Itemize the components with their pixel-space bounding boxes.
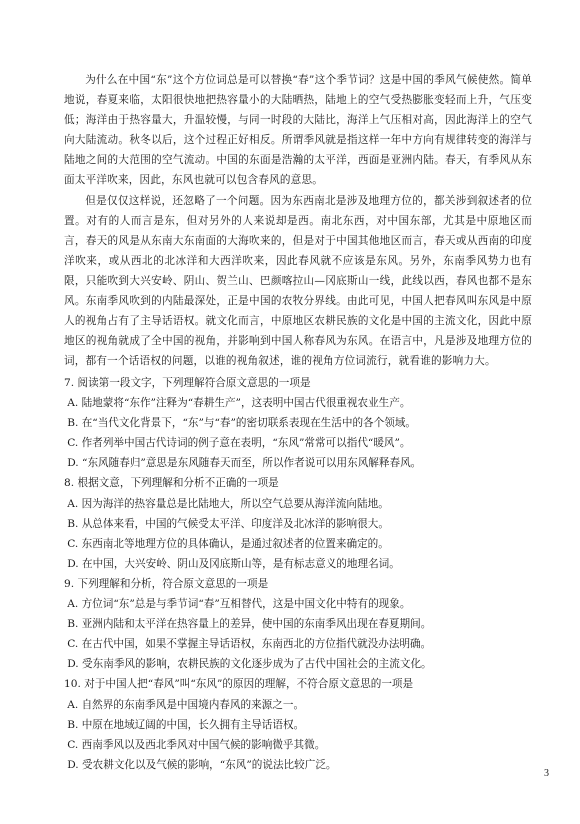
question-9 xyxy=(64,574,532,674)
option-b: B. 从总体来看，中国的气候受太平洋、印度洋及北冰洋的影响很大。 xyxy=(67,517,389,530)
option-a: A. 自然界的东南季风是中国境内春风的来源之一。 xyxy=(67,698,305,711)
option-c: C. 作者列举中国古代诗词的例子意在表明，“东风”常常可以指代“暖风”。 xyxy=(67,437,411,450)
passage-paragraph-2: 但是仅仅这样说，还忽略了一个问题。因为东西南北是涉及地理方位的，都关涉到叙述者的位置。对有的人而言是东，但对另外的人来说却是西。南北东西，对中国东部，尤其是中原地区而言，春天的风是从东南大东南面的大海吹来的，但是对于中国其他地区而言，春天或从西南的印度洋吹来，或从西北的北冰洋和大西洋吹来，因此春风就不应该是东风。另外，东南季风势力也有限，只能吹到大兴安岭、阴山、贺兰山、巴颜喀拉山—冈底斯山一线，此线以西，春风也都不是东风。东南季风吹到的内陆最深处，正是中国的农牧分界线。由此可见，中国人把春风叫东风是中原人的视角占有了主导话语权。就文化而言，中原地区农耕民族的文化是中国的主流文化，因此中原地区的视角就成了全中国的视角，并影响到中国人称春风为东风。在语言中，凡是涉及地理方位的词，都有一个话语权的问题，以谁的视角叙述，谁的视角方位词流行，就看谁的影响力大。 xyxy=(64,194,532,368)
page-number: 3 xyxy=(544,768,549,779)
option-d: D. 受东南季风的影响，农耕民族的文化逐步成为了古代中国社会的主流文化。 xyxy=(67,658,432,671)
question-7 xyxy=(64,373,532,473)
question-8 xyxy=(64,473,532,573)
option-b: B. 亚洲内陆和太平洋在热容量上的差异，使中国的东南季风出现在春夏期间。 xyxy=(67,618,432,631)
option-a: A. 因为海洋的热容量总是比陆地大，所以空气总要从海洋流向陆地。 xyxy=(67,497,389,510)
reading-passage xyxy=(64,70,532,371)
question-10 xyxy=(64,674,532,774)
question-stem: 9. 下列理解和分析，符合原文意思的一项是 xyxy=(64,577,269,590)
option-b: B. 中原在地域辽阔的中国，长久拥有主导话语权。 xyxy=(67,718,305,731)
option-a: A. 陆地蒙将“东作”注释为“春耕生产”，这表明中国古代很重视农业生产。 xyxy=(67,397,411,410)
option-b: B. 在“当代文化背景下，“东”与“春”的密切联系表现在生活中的各个领域。 xyxy=(67,417,417,430)
option-d: D. “东风随春归”意思是东风随春天而至，所以作者说可以用东风解释春风。 xyxy=(67,457,422,470)
option-a: A. 方位词“东”总是与季节词“春”互相替代，这是中国文化中特有的现象。 xyxy=(67,598,411,611)
passage-paragraph-1: 为什么在中国“东”这个方位词总是可以替换“春”这个季节词？这是中国的季风气候使然。简单地说，春夏来临，太阳很快地把热容量小的大陆晒热，陆地上的空气受热膨胀变轻而上升，气压变低；海洋由于热容量大，升温较慢，与同一时段的大陆比，海洋上气压相对高，因此海洋上的空气向大陆流动。秋冬以后，这个过程正好相反。所谓季风就是指这样一年中方向有规律转变的海洋与陆地之间的大范围的空气流动。中国的东面是浩瀚的太平洋，西面是亚洲内陆。春天，有季风从东面太平洋吹来，因此，东风也就可以包含春风的意思。 xyxy=(64,74,532,187)
option-d: D. 受农耕文化以及气候的影响，“东风”的说法比较广泛。 xyxy=(67,758,337,771)
question-stem: 8. 根据文意，下列理解和分析不正确的一项是 xyxy=(64,477,279,490)
option-c: C. 在古代中国，如果不掌握主导话语权，东南西北的方位指代就没办法明确。 xyxy=(67,638,432,651)
question-stem: 7. 阅读第一段文字，下列理解符合原文意思的一项是 xyxy=(64,377,311,389)
question-list xyxy=(64,373,532,775)
option-d: D. 在中国，大兴安岭、阴山及冈底斯山等，是有标志意义的地理名词。 xyxy=(67,557,400,570)
option-c: C. 西南季风以及西北季风对中国气候的影响微乎其微。 xyxy=(67,738,326,751)
option-c: C. 东西南北等地理方位的具体确认，是通过叙述者的位置来确定的。 xyxy=(67,537,389,550)
question-stem: 10. 对于中国人把“春风”叫“东风”的原因的理解，不符合原文意思的一项是 xyxy=(64,678,414,691)
